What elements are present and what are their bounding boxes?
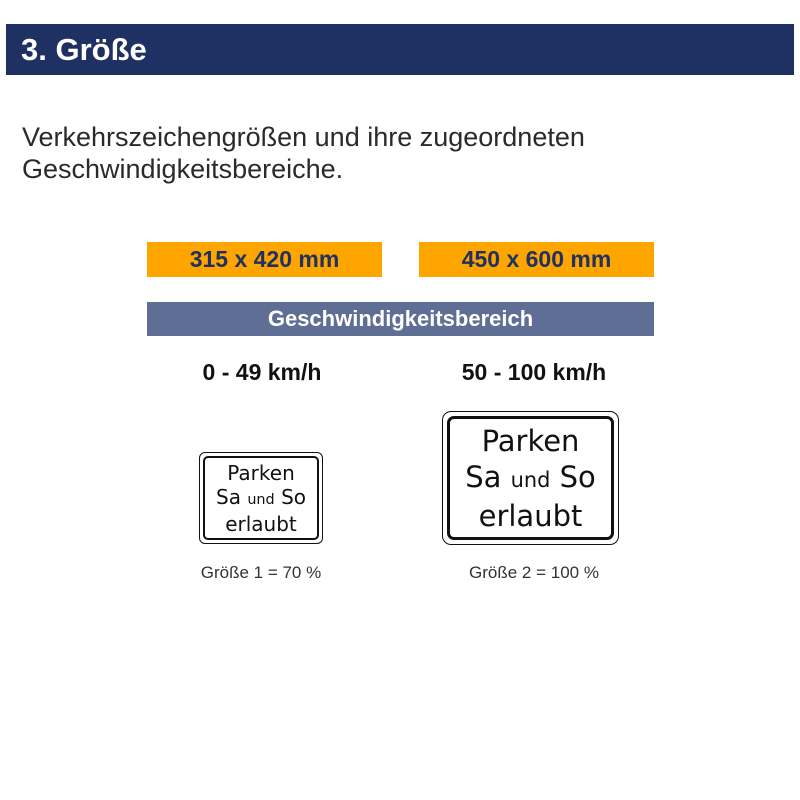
intro-text: Verkehrszeichengrößen und ihre zugeordneten Geschwindigkeitsbereiche. <box>22 122 585 184</box>
sign-line-2 <box>465 459 596 498</box>
traffic-sign-size-2 <box>442 411 619 545</box>
sign-text-so: So <box>559 459 596 494</box>
sign-line-2 <box>216 485 306 512</box>
sign-caption-2: Größe 2 = 100 % <box>469 563 599 582</box>
sign-line-1: Parken <box>227 460 295 485</box>
sign-text-und: und <box>247 491 275 508</box>
speed-range-header: Geschwindigkeitsbereich <box>147 302 654 336</box>
sign-caption-1: Größe 1 = 70 % <box>200 563 322 582</box>
sign-text-so: So <box>281 484 306 509</box>
speed-range-1: 0 - 49 km/h <box>202 359 322 385</box>
size-label-1: 315 x 420 mm <box>147 242 382 277</box>
page-title: 3. Größe <box>21 32 147 67</box>
sign-line-3: erlaubt <box>225 511 297 536</box>
sign-text-sa: Sa <box>465 459 502 494</box>
sign-line-1: Parken <box>481 423 580 458</box>
size-label-2: 450 x 600 mm <box>419 242 654 277</box>
sign-text-und: und <box>510 467 551 492</box>
traffic-sign-size-1 <box>199 452 323 544</box>
traffic-sign-face <box>447 416 614 540</box>
traffic-sign-face <box>203 456 319 540</box>
speed-range-2: 50 - 100 km/h <box>461 359 607 385</box>
sign-line-3: erlaubt <box>478 498 583 533</box>
header-bar <box>6 24 794 75</box>
sign-text-sa: Sa <box>216 484 241 509</box>
